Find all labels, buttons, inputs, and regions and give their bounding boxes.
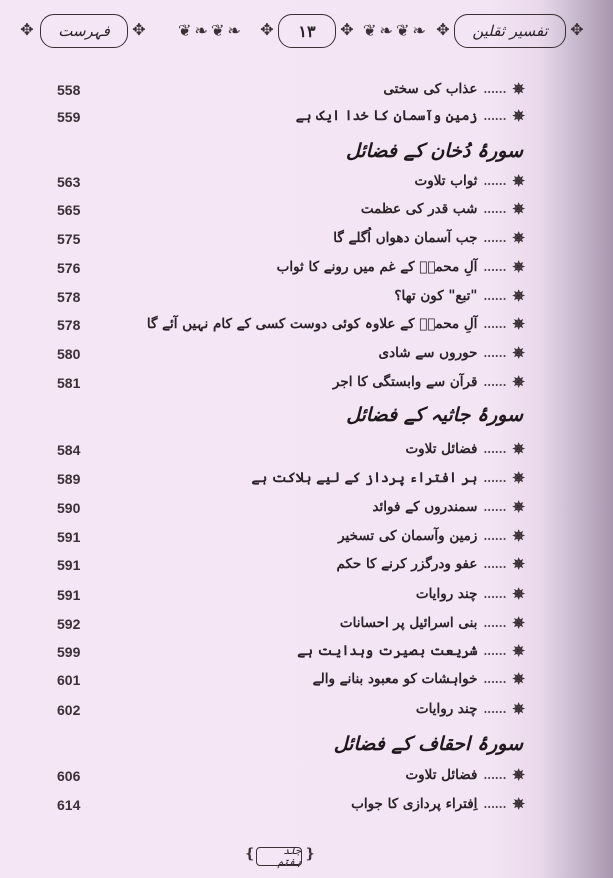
star-bullet-icon: ✵	[512, 229, 525, 247]
star-bullet-icon: ✵	[512, 614, 525, 632]
star-bullet-icon: ✵	[512, 700, 525, 718]
flourish-ornament-icon: ✥	[260, 20, 274, 39]
leader-dots: ......	[483, 317, 507, 331]
toc-entry-text	[340, 614, 525, 632]
toc-entry-text	[277, 258, 525, 276]
star-bullet-icon: ✵	[512, 373, 525, 391]
toc-entry-title: چند روایات	[415, 701, 478, 717]
leader-dots: ......	[483, 500, 507, 514]
leader-dots: ......	[483, 529, 507, 543]
toc-entry-text	[405, 440, 525, 458]
toc-page-number: 584	[57, 442, 81, 458]
toc-page-number: 576	[57, 260, 81, 276]
toc-page-number: 578	[57, 317, 81, 333]
toc-entry-text	[147, 315, 525, 333]
toc-entry	[0, 670, 613, 692]
toc-page-number: 592	[57, 616, 81, 632]
toc-page-number: 601	[57, 672, 81, 688]
leader-dots: ......	[483, 442, 507, 456]
toc-entry-title: قرآن سے وابستگی کا اجر	[332, 374, 478, 390]
toc-entry-title: عفو ودرگزر کرنے کا حکم	[336, 556, 478, 572]
toc-entry	[0, 344, 613, 366]
toc-entry-title: ثواب تلاوت	[414, 173, 478, 189]
flourish-ornament-icon: ✥	[570, 20, 584, 39]
toc-entry-text	[333, 373, 525, 391]
toc-entry-title: شب قدر کی عظمت	[360, 201, 478, 217]
star-bullet-icon: ✵	[512, 287, 525, 305]
toc-page-number: 558	[57, 82, 81, 98]
star-bullet-icon: ✵	[512, 498, 525, 516]
toc-page-number: 581	[57, 375, 81, 391]
star-bullet-icon: ✵	[512, 80, 525, 98]
star-bullet-icon: ✵	[512, 440, 525, 458]
toc-page-number: 602	[57, 702, 81, 718]
toc-page-number: 590	[57, 500, 81, 516]
flourish-ornament-icon: ✥	[20, 20, 34, 39]
toc-entry	[0, 469, 613, 491]
leader-dots: ......	[483, 375, 507, 389]
leader-dots: ......	[483, 202, 507, 216]
toc-entry-text	[351, 795, 525, 813]
toc-page-number: 563	[57, 174, 81, 190]
star-bullet-icon: ✵	[512, 642, 525, 660]
toc-entry-text	[333, 229, 525, 247]
toc-entry-text	[361, 200, 525, 218]
toc-entry	[0, 258, 613, 280]
toc-entry	[0, 498, 613, 520]
toc-page-number: 614	[57, 797, 81, 813]
leader-dots: ......	[483, 672, 507, 686]
toc-entry	[0, 700, 613, 722]
star-bullet-icon: ✵	[512, 107, 525, 125]
toc-page-number: 591	[57, 529, 81, 545]
toc-entry-text	[336, 555, 525, 573]
toc-page-number: 565	[57, 202, 81, 218]
toc-entry	[0, 287, 613, 309]
toc-page-number: 606	[57, 768, 81, 784]
toc-entry	[0, 107, 613, 129]
toc-entry-title: "تبع" کون تھا؟	[394, 288, 478, 304]
toc-entry-title: حوروں سے شادی	[378, 345, 478, 361]
header-page-number: ۱۳	[278, 14, 336, 48]
toc-entry	[0, 440, 613, 462]
toc-entry	[0, 172, 613, 194]
toc-entry-text	[313, 670, 525, 688]
toc-entry-title: سمندروں کے فوائد	[372, 499, 478, 515]
leader-dots: ......	[483, 109, 507, 123]
star-bullet-icon: ✵	[512, 344, 525, 362]
toc-entry-title: بنی اسرائیل پر احسانات	[339, 615, 478, 631]
toc-entry-text	[338, 527, 525, 545]
toc-page-number: 589	[57, 471, 81, 487]
floral-band-ornament-icon: ❦ ❧ ❦ ❧	[363, 20, 425, 40]
toc-entry-title: اِفتراء پردازی کا جواب	[351, 796, 478, 812]
star-bullet-icon: ✵	[512, 315, 525, 333]
toc-entry-text	[416, 585, 525, 603]
leader-dots: ......	[483, 260, 507, 274]
toc-entry	[0, 229, 613, 251]
leader-dots: ......	[483, 289, 507, 303]
toc-entry	[0, 200, 613, 222]
flourish-ornament-icon: ✥	[132, 20, 146, 39]
leader-dots: ......	[483, 797, 507, 811]
toc-entry	[0, 315, 613, 337]
toc-entry	[0, 373, 613, 395]
toc-page-number: 559	[57, 109, 81, 125]
section-heading: سورۂ دُخان کے فضائل	[345, 140, 523, 162]
toc-entry-text	[297, 642, 525, 660]
toc-entry	[0, 795, 613, 817]
toc-entry	[0, 527, 613, 549]
toc-page-number: 575	[57, 231, 81, 247]
toc-entry-title: ہر افتراء پرداز کے لیے ہلاکت ہے	[251, 470, 478, 486]
toc-entry	[0, 80, 613, 102]
star-bullet-icon: ✵	[512, 670, 525, 688]
leader-dots: ......	[483, 587, 507, 601]
header-book-title: تفسیر ثقلین	[454, 14, 566, 48]
toc-page-number: 591	[57, 557, 81, 573]
toc-entry-text	[296, 107, 525, 125]
leader-dots: ......	[483, 616, 507, 630]
flourish-ornament-icon: ✥	[436, 20, 450, 39]
toc-entry-title: جب آسمان دھواں اُگلے گا	[333, 230, 478, 246]
toc-entry-title: خواہشات کو معبود بنانے والے	[312, 671, 478, 687]
floral-band-ornament-icon: ❦ ❧ ❦ ❧	[178, 20, 240, 40]
toc-entry-title: چند روایات	[415, 586, 478, 602]
leader-dots: ......	[483, 471, 507, 485]
toc-entry	[0, 585, 613, 607]
toc-entry-title: عذاب کی سختی	[383, 81, 478, 97]
toc-entry-title: شریعت بصیرت وہدایت ہے	[297, 643, 478, 659]
section-heading: سورۂ جاثیہ کے فضائل	[346, 404, 523, 426]
toc-entry-text	[415, 172, 526, 190]
leader-dots: ......	[483, 557, 507, 571]
star-bullet-icon: ✵	[512, 585, 525, 603]
leader-dots: ......	[483, 346, 507, 360]
star-bullet-icon: ✵	[512, 172, 525, 190]
toc-entry-text	[394, 287, 525, 305]
star-bullet-icon: ✵	[512, 200, 525, 218]
star-bullet-icon: ✵	[512, 766, 525, 784]
toc-entry-text	[405, 766, 525, 784]
toc-entry-title: زمین وآسمان کا خدا ایک ہے	[295, 108, 478, 124]
star-bullet-icon: ✵	[512, 555, 525, 573]
leader-dots: ......	[483, 231, 507, 245]
leader-dots: ......	[483, 174, 507, 188]
section-heading: سورۂ احقاف کے فضائل	[333, 733, 523, 755]
toc-page-number: 578	[57, 289, 81, 305]
flourish-ornament-icon: ❵	[304, 846, 316, 862]
flourish-ornament-icon: ❴	[244, 846, 256, 862]
star-bullet-icon: ✵	[512, 469, 525, 487]
toc-page-number: 580	[57, 346, 81, 362]
toc-entry-text	[379, 344, 525, 362]
leader-dots: ......	[483, 702, 507, 716]
flourish-ornament-icon: ✥	[340, 20, 354, 39]
toc-entry	[0, 614, 613, 636]
star-bullet-icon: ✵	[512, 795, 525, 813]
toc-entry-title: فضائل تلاوت	[405, 441, 478, 457]
leader-dots: ......	[483, 768, 507, 782]
leader-dots: ......	[483, 82, 507, 96]
toc-entry	[0, 642, 613, 664]
toc-entry	[0, 766, 613, 788]
leader-dots: ......	[483, 644, 507, 658]
toc-entry-text	[416, 700, 525, 718]
toc-entry-title: زمین وآسمان کی تسخیر	[338, 528, 478, 544]
toc-entry-title: آلِ محمدؑ کے علاوہ کوئی دوست کسی کے کام نہیں آئے گا	[146, 316, 478, 332]
header-section-label: فہرست	[40, 14, 128, 48]
volume-footer	[244, 845, 314, 867]
toc-entry-text	[383, 80, 525, 98]
toc-entry-text	[251, 469, 525, 487]
toc-entry-title: فضائل تلاوت	[405, 767, 478, 783]
page-header	[10, 14, 600, 48]
toc-page-number: 599	[57, 644, 81, 660]
toc-entry-text	[372, 498, 525, 516]
star-bullet-icon: ✵	[512, 258, 525, 276]
toc-entry	[0, 555, 613, 577]
toc-page-number: 591	[57, 587, 81, 603]
toc-entry-title: آلِ محمدؑ کے غم میں رونے کا ثواب	[276, 259, 478, 275]
volume-label: جلد ہفتم	[256, 847, 302, 866]
star-bullet-icon: ✵	[512, 527, 525, 545]
